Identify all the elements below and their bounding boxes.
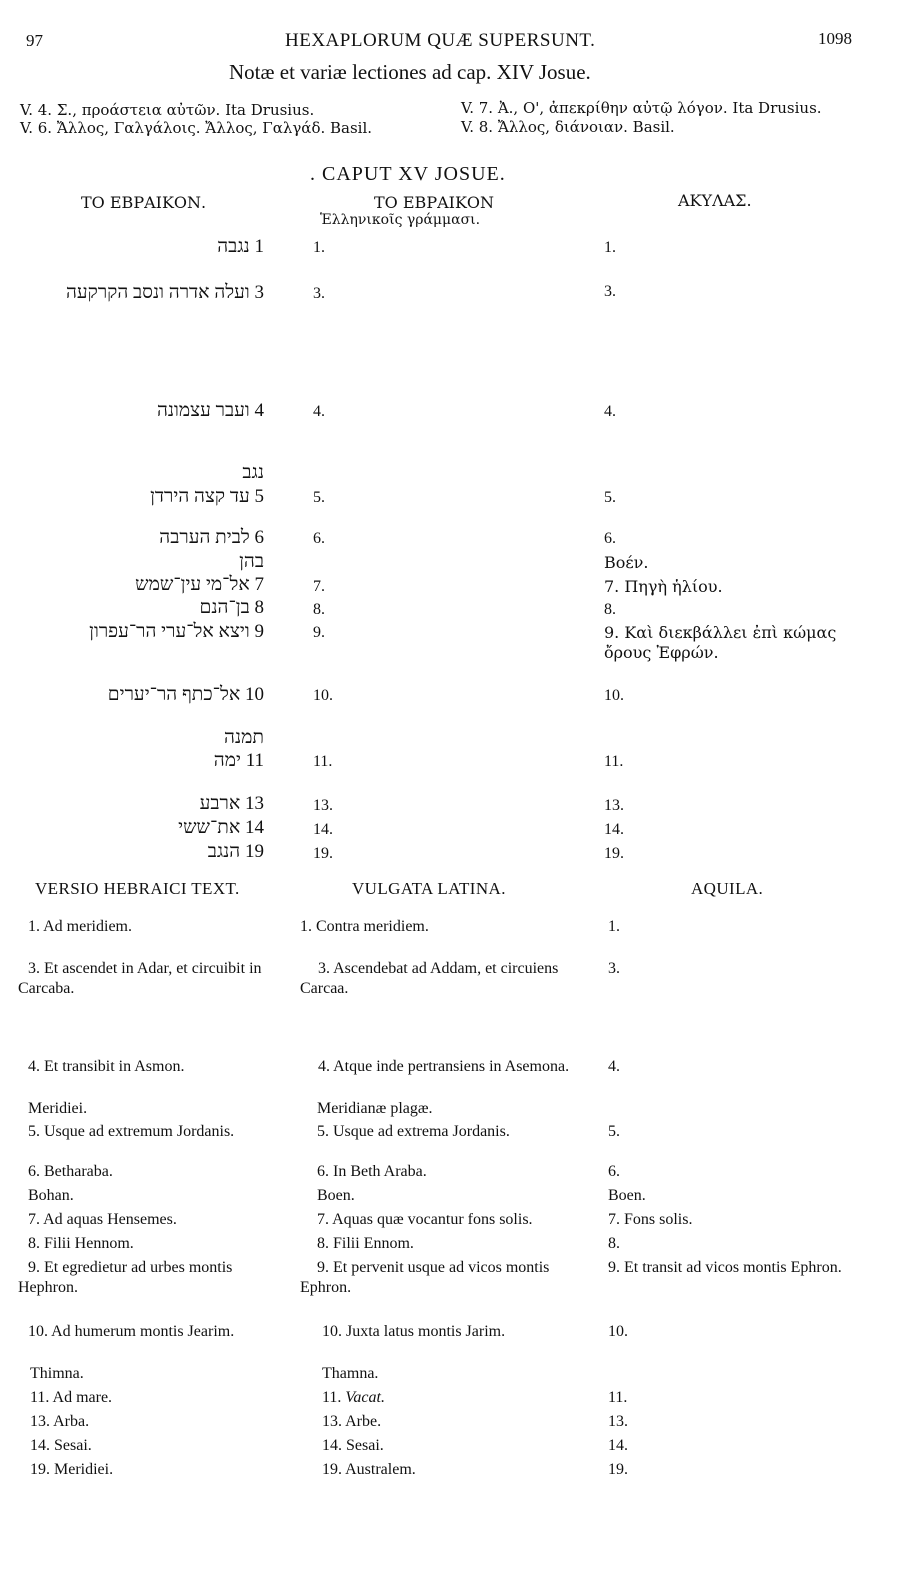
hebrew-word-negev: נגב bbox=[242, 462, 264, 483]
aquila-greek-verse-10: 10. bbox=[604, 687, 624, 704]
aquila-greek-verse-3: 3. bbox=[604, 283, 616, 300]
vulgata-verse-19: 19. Australem. bbox=[322, 1461, 416, 1478]
aquila-greek-verse-7: 7. Πηγὴ ἡλίου. bbox=[604, 577, 723, 596]
vulgata-verse-6: 6. In Beth Araba. bbox=[317, 1163, 427, 1180]
note-right-1: V. 7. Ἀ., Ο', ἀπεκρίθην αὐτῷ λόγον. Ita Drusius. bbox=[461, 99, 822, 117]
page-number-right: 1098 bbox=[818, 29, 852, 48]
vulgata-verse-9: 9. Et pervenit usque ad vicos montis Ephron. bbox=[300, 1259, 550, 1296]
vulgata-verse-14: 14. Sesai. bbox=[322, 1437, 384, 1454]
versio-verse-8: 8. Filii Hennom. bbox=[28, 1235, 134, 1252]
transliteration-verse-19: 19. bbox=[313, 845, 333, 862]
aquila-greek-verse-19: 19. bbox=[604, 845, 624, 862]
aquila-greek-verse-8: 8. bbox=[604, 601, 616, 618]
note-left-2: V. 6. Ἄλλος, Γαλγάλοις. Ἄλλος, Γαλγάδ. Basil. bbox=[20, 119, 373, 137]
aquila-greek-boen: Βοέν. bbox=[604, 553, 649, 572]
aquila-latin-verse-6: 6. bbox=[608, 1163, 620, 1180]
hebrew-verse-11: 11 ימה bbox=[213, 750, 264, 771]
vulgata-vacat: Vacat. bbox=[345, 1389, 385, 1406]
aquila-greek-verse-13: 13. bbox=[604, 797, 624, 814]
aquila-greek-verse-1: 1. bbox=[604, 239, 616, 256]
versio-verse-9: 9. Et egredietur ad urbes montis Hephron. bbox=[18, 1259, 233, 1296]
hebrew-verse-5: 5 עד קצה הירדן bbox=[150, 486, 264, 507]
aquila-latin-verse-11: 11. bbox=[608, 1389, 628, 1406]
vulgata-verse-11 bbox=[322, 1388, 385, 1408]
hebrew-verse-1: 1 נגבה bbox=[217, 236, 264, 257]
versio-verse-19: 19. Meridiei. bbox=[30, 1461, 114, 1478]
versio-verse-1: 1. Ad meridiem. bbox=[28, 918, 132, 935]
vulgata-boen: Boen. bbox=[317, 1187, 355, 1204]
col-head-aquila-latin: AQUILA. bbox=[691, 879, 764, 898]
versio-verse-4: 4. Et transibit in Asmon. bbox=[28, 1058, 185, 1075]
transliteration-verse-3: 3. bbox=[313, 285, 325, 302]
aquila-greek-verse-9: 9. Καὶ διεκβάλλει ἐπὶ κώμας bbox=[604, 623, 837, 642]
col-head-aquila-greek: ΑΚΥΛΑΣ. bbox=[678, 191, 752, 210]
aquila-greek-verse-11: 11. bbox=[604, 753, 624, 770]
aquila-latin-verse-19: 19. bbox=[608, 1461, 628, 1478]
page-subtitle: Notæ et variæ lectiones ad cap. XIV Josue. bbox=[229, 60, 591, 84]
aquila-latin-verse-7: 7. Fons solis. bbox=[608, 1211, 693, 1228]
aquila-latin-boen: Boen. bbox=[608, 1187, 646, 1204]
vulgata-verse-13: 13. Arbe. bbox=[322, 1413, 382, 1430]
aquila-latin-verse-14: 14. bbox=[608, 1437, 628, 1454]
hebrew-verse-14: 14 את־ששי bbox=[178, 817, 264, 838]
aquila-greek-verse-4: 4. bbox=[604, 403, 616, 420]
note-left-1: V. 4. Σ., προάστεια αὐτῶν. Ita Drusius. bbox=[20, 101, 315, 119]
col-head-hebrew: ΤΟ ΕΒΡΑΙΚΟΝ. bbox=[81, 193, 207, 212]
transliteration-verse-7: 7. bbox=[313, 578, 325, 595]
versio-thimna: Thimna. bbox=[30, 1365, 84, 1382]
vulgata-verse-4: 4. Atque inde pertransiens in Asemona. bbox=[318, 1058, 570, 1075]
note-right-2: V. 8. Ἄλλος, διάνοιαν. Basil. bbox=[461, 118, 675, 136]
versio-verse-11: 11. Ad mare. bbox=[30, 1389, 113, 1406]
transliteration-verse-8: 8. bbox=[313, 601, 325, 618]
transliteration-verse-9: 9. bbox=[313, 624, 325, 641]
hebrew-verse-3: 3 ועלה אדרה ונסב הקרקעה bbox=[65, 282, 264, 303]
hebrew-verse-7: 7 אל־מי עין־שמש bbox=[135, 574, 264, 595]
versio-verse-3: 3. Et ascendet in Adar, et circuibit in Carcaba. bbox=[18, 960, 262, 997]
aquila-greek-verse-9-cont: ὄρους Ἐφρών. bbox=[604, 643, 719, 662]
col-head-versio: VERSIO HEBRAICI TEXT. bbox=[35, 879, 240, 898]
versio-verse-7: 7. Ad aquas Hensemes. bbox=[28, 1211, 177, 1228]
vulgata-verse-5: 5. Usque ad extrema Jordanis. bbox=[317, 1123, 510, 1140]
versio-meridiei: Meridiei. bbox=[28, 1100, 88, 1117]
versio-verse-5: 5. Usque ad extremum Jordanis. bbox=[28, 1123, 235, 1140]
vulgata-thamna: Thamna. bbox=[322, 1365, 379, 1382]
vulgata-verse-1: 1. Contra meridiem. bbox=[300, 918, 429, 935]
col-subhead-hebrew-greek: Ἑλληνικοῖς γράμμασι. bbox=[320, 212, 481, 228]
versio-verse-13: 13. Arba. bbox=[30, 1413, 90, 1430]
hebrew-verse-19: 19 הנגב bbox=[207, 841, 264, 862]
aquila-latin-verse-3: 3. bbox=[608, 960, 620, 977]
transliteration-verse-14: 14. bbox=[313, 821, 333, 838]
hebrew-verse-4: 4 ועבר עצמונה bbox=[156, 400, 264, 421]
transliteration-verse-10: 10. bbox=[313, 687, 333, 704]
aquila-latin-verse-13: 13. bbox=[608, 1413, 628, 1430]
hebrew-verse-9: 9 ויצא אל־ערי הר־עפרון bbox=[89, 621, 264, 642]
vulgata-verse-3: 3. Ascendebat ad Addam, et circuiens Carcaa. bbox=[300, 960, 559, 997]
hebrew-verse-6: 6 לבית הערבה bbox=[159, 527, 264, 548]
transliteration-verse-11: 11. bbox=[313, 753, 333, 770]
vulgata-verse-8: 8. Filii Ennom. bbox=[317, 1235, 414, 1252]
aquila-greek-verse-5: 5. bbox=[604, 489, 616, 506]
col-head-vulgata: VULGATA LATINA. bbox=[352, 879, 506, 898]
hebrew-verse-8: 8 בן־הנם bbox=[199, 597, 264, 618]
aquila-latin-verse-1: 1. bbox=[608, 918, 620, 935]
aquila-latin-verse-4: 4. bbox=[608, 1058, 620, 1075]
transliteration-verse-1: 1. bbox=[313, 239, 325, 256]
vulgata-meridianae-plagae: Meridianæ plagæ. bbox=[317, 1100, 433, 1117]
transliteration-verse-13: 13. bbox=[313, 797, 333, 814]
vulgata-verse-10: 10. Juxta latus montis Jarim. bbox=[322, 1323, 506, 1340]
aquila-latin-verse-9: 9. Et transit ad vicos montis Ephron. bbox=[608, 1259, 842, 1276]
hebrew-verse-13: 13 ארבע bbox=[199, 793, 264, 814]
transliteration-verse-4: 4. bbox=[313, 403, 325, 420]
vulgata-verse-7: 7. Aquas quæ vocantur fons solis. bbox=[317, 1211, 533, 1228]
aquila-latin-verse-5: 5. bbox=[608, 1123, 620, 1140]
caput-heading: . CAPUT XV JOSUE. bbox=[310, 163, 506, 185]
running-title: HEXAPLORUM QUÆ SUPERSUNT. bbox=[285, 30, 596, 51]
hebrew-word-timnah: תמנה bbox=[224, 727, 264, 748]
col-head-hebrew-greek: ΤΟ ΕΒΡΑΙΚΟΝ bbox=[374, 193, 495, 212]
versio-verse-10: 10. Ad humerum montis Jearim. bbox=[28, 1323, 235, 1340]
hebrew-verse-10: 10 אל־כתף הר־יערים bbox=[107, 684, 264, 705]
aquila-latin-verse-10: 10. bbox=[608, 1323, 628, 1340]
aquila-greek-verse-14: 14. bbox=[604, 821, 624, 838]
page-number-left: 97 bbox=[26, 31, 43, 50]
vulgata-verse-11-number: 11. bbox=[322, 1389, 342, 1406]
versio-verse-6: 6. Betharaba. bbox=[28, 1163, 113, 1180]
aquila-latin-verse-8: 8. bbox=[608, 1235, 620, 1252]
transliteration-verse-6: 6. bbox=[313, 530, 325, 547]
versio-verse-14: 14. Sesai. bbox=[30, 1437, 92, 1454]
hebrew-word-bohan: בהן bbox=[239, 551, 264, 572]
transliteration-verse-5: 5. bbox=[313, 489, 325, 506]
aquila-greek-verse-6: 6. bbox=[604, 530, 616, 547]
versio-bohan: Bohan. bbox=[28, 1187, 74, 1204]
